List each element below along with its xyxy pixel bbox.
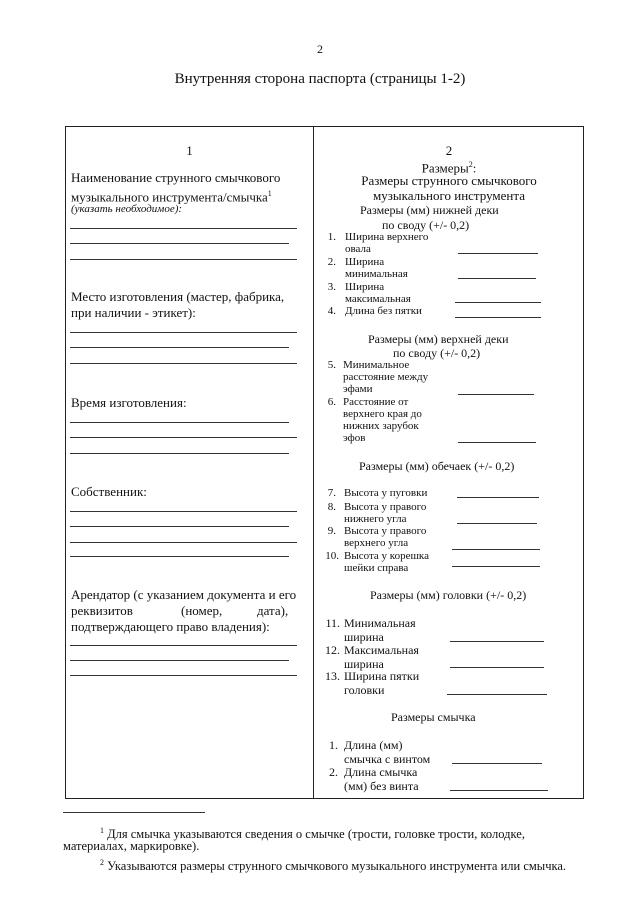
item-value-line	[450, 790, 548, 791]
item-label: верхнего угла	[344, 537, 409, 549]
upper-deck-heading-2: по своду (+/- 0,2)	[393, 346, 481, 360]
item-value-line	[452, 763, 542, 764]
item-label: Минимальная	[344, 616, 416, 630]
item-label: шейки справа	[344, 562, 409, 574]
item-number: 8.	[327, 501, 336, 513]
item-label: Длина смычка	[344, 765, 418, 779]
name-line-2	[70, 243, 289, 244]
item-label: Ширина	[345, 281, 385, 293]
renter-line-1	[70, 645, 297, 646]
item-label: Длина (мм)	[344, 738, 403, 752]
item-number: 1.	[327, 231, 336, 243]
name-label: Наименование струнного смычкового музыкального инструмента/смычка$^1$	[71, 170, 281, 205]
item-label: верхнего края до	[343, 408, 422, 420]
item-label: Максимальная	[344, 643, 419, 657]
item-label: (мм) без винта	[344, 779, 419, 793]
item-label: Ширина верхнего	[345, 231, 429, 243]
bow-heading: Размеры смычка	[391, 710, 476, 724]
place-line-1	[70, 332, 297, 333]
item-number: 7.	[327, 487, 336, 499]
item-value-line	[452, 549, 540, 550]
item-label: Минимальное	[343, 359, 410, 371]
place-line-3	[70, 363, 297, 364]
item-label: Высота у правого	[344, 525, 427, 537]
column-divider	[313, 126, 314, 799]
item-value-line	[447, 694, 547, 695]
renter-word-1: реквизитов	[71, 603, 133, 618]
item-label: нижних зарубок	[343, 420, 419, 432]
sizes-sub-2: музыкального инструмента	[373, 188, 525, 203]
owner-line-2	[70, 526, 289, 527]
item-value-line	[455, 317, 541, 318]
item-number: 10.	[325, 550, 339, 562]
owner-line-3	[70, 542, 297, 543]
item-label: головки	[344, 683, 385, 697]
item-number: 13.	[325, 669, 340, 683]
item-value-line	[452, 566, 540, 567]
place-label-2: при наличии - этикет):	[71, 305, 196, 320]
page-title: Внутренняя сторона паспорта (страницы 1-2)	[174, 71, 466, 87]
lower-deck-heading-1: Размеры (мм) нижней деки	[360, 203, 499, 217]
footnote-1: $^1$ Для смычка указываются сведения о смычке (трости, головке трости, колодке,	[100, 826, 525, 842]
renter-label-2	[71, 603, 302, 619]
renter-word-3: дата),	[257, 603, 289, 618]
item-label: минимальная	[345, 268, 408, 280]
shells-heading: Размеры (мм) обечаек (+/- 0,2)	[359, 459, 515, 473]
footnote-separator	[63, 812, 205, 813]
sizes-heading: Размеры$^2$:	[421, 160, 477, 176]
item-label: Ширина пятки	[344, 669, 420, 683]
time-line-1	[70, 422, 289, 423]
place-label-1: Место изготовления (мастер, фабрика,	[71, 289, 285, 304]
left-column-number: 1	[186, 143, 193, 158]
sizes-sub-1: Размеры струнного смычкового	[361, 173, 537, 188]
footnote-1-mark: 1	[100, 826, 104, 835]
renter-line-2	[70, 660, 289, 661]
renter-label-3: подтверждающего право владения):	[71, 619, 270, 634]
item-label: ширина	[344, 657, 384, 671]
item-label: Длина без пятки	[345, 305, 422, 317]
time-line-2	[70, 437, 297, 438]
time-line-3	[70, 453, 289, 454]
renter-label-1: Арендатор (с указанием документа и его	[71, 587, 297, 602]
item-value-line	[458, 394, 534, 395]
item-number: 3.	[327, 281, 336, 293]
upper-deck-heading-1: Размеры (мм) верхней деки	[368, 332, 509, 346]
item-label: Расстояние от	[343, 396, 409, 408]
item-number: 12.	[325, 643, 340, 657]
item-value-line	[457, 497, 539, 498]
owner-line-1	[70, 511, 297, 512]
renter-word-2: (номер,	[181, 603, 223, 618]
item-value-line	[450, 641, 544, 642]
item-value-line	[458, 278, 536, 279]
item-label: овала	[345, 243, 371, 255]
item-label: Высота у пуговки	[344, 487, 428, 499]
owner-label: Собственник:	[71, 484, 147, 499]
item-label: Ширина	[345, 256, 385, 268]
name-line-1	[70, 228, 297, 229]
item-label: ширина	[344, 630, 384, 644]
footnote-2-mark: 2	[100, 858, 104, 867]
item-value-line	[455, 302, 541, 303]
head-heading: Размеры (мм) головки (+/- 0,2)	[370, 588, 527, 602]
lower-deck-heading-2: по своду (+/- 0,2)	[382, 218, 470, 232]
time-label: Время изготовления:	[71, 395, 187, 410]
item-label: расстояние между	[343, 371, 429, 383]
item-number: 6.	[327, 396, 336, 408]
page-number: 2	[317, 42, 323, 56]
item-label: нижнего угла	[344, 513, 407, 525]
renter-line-3	[70, 675, 297, 676]
item-value-line	[458, 442, 536, 443]
name-line-3	[70, 259, 297, 260]
item-number: 5.	[327, 359, 336, 371]
item-value-line	[458, 253, 538, 254]
footnote-2: $^2$ Указываются размеры струнного смычкового музыкального инструмента или смычка.	[100, 858, 567, 874]
footnote-mark-2: 2	[468, 160, 473, 169]
item-number: 2.	[329, 765, 338, 779]
item-value-line	[457, 523, 537, 524]
owner-line-4	[70, 556, 289, 557]
item-number: 11.	[325, 616, 340, 630]
right-column-number: 2	[445, 143, 453, 158]
item-label: эфов	[343, 432, 366, 444]
item-number: 9.	[327, 525, 336, 537]
item-number: 1.	[329, 738, 338, 752]
item-label: Высота у корешка	[344, 550, 429, 562]
item-label: смычка с винтом	[344, 752, 431, 766]
item-value-line	[450, 667, 544, 668]
item-label: эфами	[343, 383, 373, 395]
name-hint: (указать необходимое):	[71, 203, 183, 215]
footnote-mark-1: 1	[267, 189, 272, 198]
place-line-2	[70, 347, 289, 348]
footnote-1-cont: материалах, маркировке).	[63, 839, 200, 853]
item-label: Высота у правого	[344, 501, 427, 513]
item-number: 4.	[327, 305, 336, 317]
item-number: 2.	[327, 256, 336, 268]
item-label: максимальная	[345, 293, 411, 305]
